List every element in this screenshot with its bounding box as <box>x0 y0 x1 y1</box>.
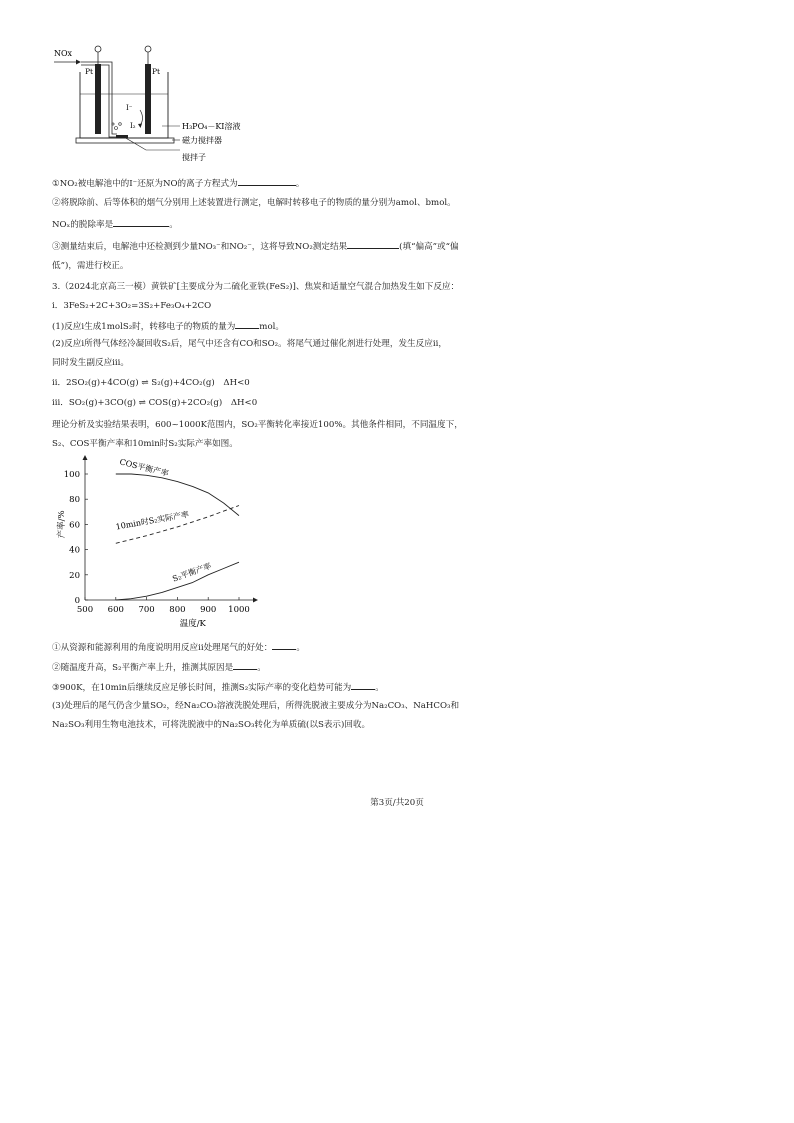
y-axis-label: 产率/% <box>57 510 67 539</box>
line-text: ②随温度升高，S₂平衡产率上升，推测其原因是 <box>52 663 234 673</box>
text-line <box>52 700 459 712</box>
text-line <box>52 197 456 209</box>
line-tail: 。 <box>295 179 305 189</box>
text-line <box>52 377 250 389</box>
text-line <box>52 281 459 293</box>
page-footer: 第3页/共20页 <box>370 798 424 808</box>
line-text: (3)处理后的尾气仍含少量SO₂，经Na₂CO₃溶液洗脱处理后，所得洗脱液主要成分为Na₂CO₃、NaHCO₃和 <box>52 701 460 711</box>
y-tick-label: 40 <box>69 545 80 556</box>
x-tick-label: 1000 <box>228 605 250 615</box>
text-line <box>52 239 459 253</box>
stir-bar <box>116 135 128 138</box>
text-line <box>52 397 257 409</box>
series-label: 10min时S₂实际产率 <box>115 509 190 532</box>
line-text: ③900K，在10min后继续反应足够长时间，推测S₂实际产率的变化趋势可能为 <box>52 683 352 693</box>
text-line <box>52 260 129 272</box>
y-tick-label: 0 <box>74 596 80 606</box>
line-text: (1)反应ⅰ生成1molS₂时，转移电子的物质的量为 <box>52 322 236 332</box>
text-line <box>52 319 284 333</box>
x-tick-label: 600 <box>107 605 124 615</box>
right-electrode-label: Pt <box>152 67 161 76</box>
line-text: 低”)，需进行校正。 <box>52 261 129 271</box>
y-tick-label: 20 <box>69 570 80 581</box>
y-axis-arrow <box>83 455 88 460</box>
line-text: ②将脱除前、后等体积的烟气分别用上述装置进行测定，电解时转移电子的物质的量分别为amol、bmol。 <box>52 198 456 208</box>
answer-blank[interactable] <box>351 680 375 690</box>
gas-inlet-label: NOx <box>54 49 73 58</box>
x-tick-label: 500 <box>76 605 94 615</box>
series-line <box>116 474 239 516</box>
x-tick-label: 900 <box>200 605 217 615</box>
answer-blank[interactable] <box>233 660 257 670</box>
line-tail: 。 <box>169 220 178 230</box>
line-text: i．3FeS₂+2C+3O₂=3S₂+Fe₃O₄+2CO <box>52 301 212 311</box>
answer-blank[interactable] <box>347 239 399 249</box>
solution-label: H₃PO₄－KI溶液 <box>182 122 241 131</box>
line-text: 理论分析及实验结果表明，600~1000K范围内，SO₂平衡转化率接近100%。其他条件相同，不同温度下， <box>52 420 463 430</box>
line-text: ①NO₂被电解池中的I⁻还原为NO的离子方程式为 <box>52 179 238 189</box>
left-electrode-label: Pt <box>85 67 94 76</box>
line-tail: 。 <box>375 683 384 693</box>
answer-blank[interactable] <box>272 640 296 650</box>
x-axis-arrow <box>253 598 258 603</box>
x-tick-label: 800 <box>169 605 186 615</box>
series-label: COS平衡产率 <box>118 457 170 479</box>
x-tick-label: 700 <box>138 605 155 615</box>
line-text: ③测量结束后，电解池中还检测到少量NO₃⁻和NO₂⁻，这将导致NO₂测定结果 <box>52 242 348 252</box>
line-text: iii．SO₂(g)+3CO(g) ⇌ COS(g)+2CO₂(g) ΔH<0 <box>52 398 258 408</box>
text-line <box>52 640 305 654</box>
text-line <box>52 217 178 231</box>
text-line <box>52 438 238 450</box>
rotor-label: 搅拌子 <box>182 153 206 162</box>
series-label: S₂平衡产率 <box>171 561 213 584</box>
answer-blank[interactable] <box>235 319 259 329</box>
line-text: 同时发生副反应iii。 <box>52 358 129 368</box>
y-tick-label: 80 <box>69 495 80 506</box>
line-text: ii．2SO₂(g)+4CO(g) ⇌ S₂(g)+4CO₂(g) ΔH<0 <box>52 378 250 388</box>
left-electrode <box>95 64 101 134</box>
right-electrode <box>145 64 151 134</box>
line-text: NOₓ的脱除率是 <box>52 220 114 230</box>
y-tick-label: 60 <box>69 520 80 531</box>
line-tail: 。 <box>296 643 305 653</box>
text-line <box>52 419 463 431</box>
text-line <box>52 660 266 674</box>
y-tick-label: 100 <box>63 470 80 480</box>
x-axis-label: 温度/K <box>179 619 206 628</box>
electrolysis-apparatus-diagram <box>50 42 310 170</box>
line-text: S₂、COS平衡产率和10min时S₂实际产率如图。 <box>52 439 238 449</box>
stirrer-label: 磁力搅拌器 <box>182 136 222 145</box>
text-line <box>52 176 304 190</box>
line-text: ①从资源和能源利用的角度说明用反应ii处理尾气的好处： <box>52 643 273 653</box>
iodine-label: I₂ <box>130 122 136 130</box>
line-text: (2)反应ⅰ所得气体经冷凝回收S₂后，尾气中还含有CO和SO₂。将尾气通过催化剂进行处理，发生反应ii， <box>52 339 447 349</box>
text-line <box>52 300 211 312</box>
line-text: 3.（2024北京高三一模）黄铁矿[主要成分为二硫化亚铁(FeS₂)]、焦炭和适量空气混合加热发生如下反应： <box>52 282 460 292</box>
text-line <box>52 357 129 369</box>
line-tail: (填“偏高”或“偏 <box>399 242 459 252</box>
yield-temperature-chart <box>50 452 270 628</box>
text-line <box>52 719 370 731</box>
line-tail: mol。 <box>259 322 284 332</box>
answer-blank[interactable] <box>238 176 296 186</box>
line-tail: 。 <box>257 663 266 673</box>
iodide-ion-label: I⁻ <box>126 104 133 112</box>
answer-blank[interactable] <box>113 217 169 227</box>
text-line <box>52 338 447 350</box>
line-text: Na₂SO₃利用生物电池技术，可将洗脱液中的Na₂SO₃转化为单质硫(以S表示)回收。 <box>52 720 371 730</box>
text-line <box>52 680 384 694</box>
